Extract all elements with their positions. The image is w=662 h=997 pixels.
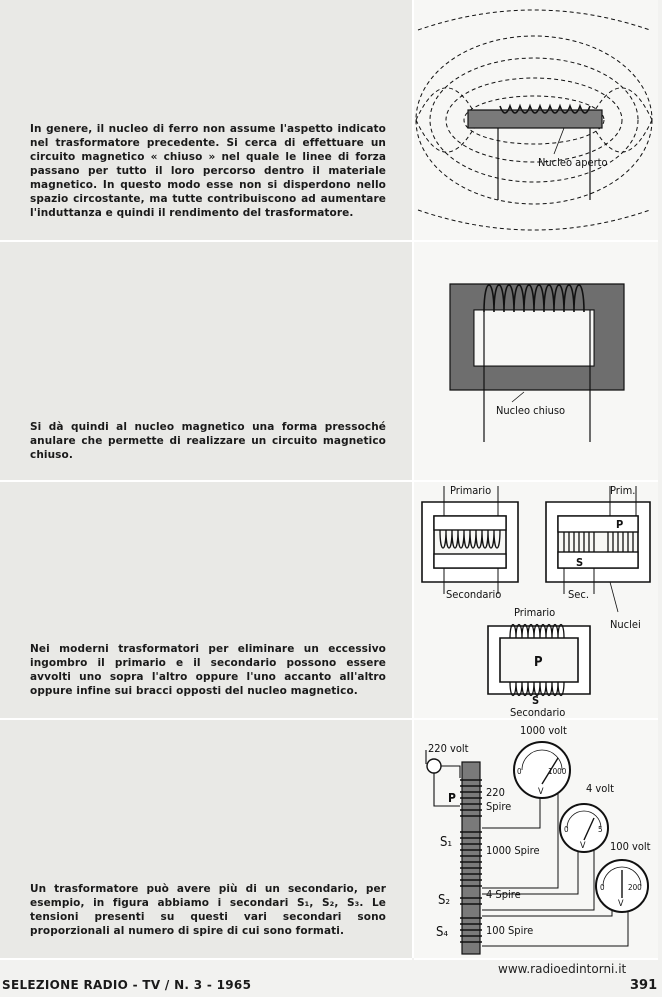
s-label-c: S <box>532 694 540 707</box>
page-number: 391 <box>630 978 658 993</box>
svg-text:200: 200 <box>628 883 642 892</box>
caption-winding-arrangements: Nei moderni trasformatori per eliminare un eccessivo ingombro il primario e il secondario possono essere avvolti uno sopra l'altro oppure l'uno accanto all'altro oppure infine sui bracci opposti del nucleo magnetico. <box>30 643 386 697</box>
open-core-label: Nucleo aperto <box>538 156 608 169</box>
nuclei-label: Nuclei <box>610 618 641 631</box>
voltmeter-100 <box>596 860 648 912</box>
svg-text:5: 5 <box>598 825 603 834</box>
secondario-label-c: Secondario <box>510 706 566 718</box>
core-stacked-windings <box>422 486 518 594</box>
core-side-by-side-windings <box>546 486 650 612</box>
caption-closed-core: Si dà quindi al nucleo magnetico una forma pressoché anulare che permette di realizzare un circuito magnetico chiuso. <box>30 421 386 461</box>
svg-text:0: 0 <box>564 825 569 834</box>
transformer-core-column <box>462 762 480 954</box>
source-url: www.radioedintorni.it <box>498 962 627 976</box>
secondario-label-a: Secondario <box>446 588 502 601</box>
meter-3-label: 100 volt <box>610 840 651 853</box>
s-label-b: S <box>576 556 584 569</box>
svg-text:V: V <box>580 841 586 851</box>
primary-turns: 220 <box>486 786 505 799</box>
primario-label-a: Primario <box>450 484 492 497</box>
input-plug <box>427 759 441 773</box>
figure-open-core <box>414 0 658 240</box>
meter-1-label: 1000 volt <box>520 724 567 737</box>
prim-label-b: Prim. <box>610 484 636 497</box>
primary-label: P <box>448 791 456 805</box>
figure-closed-core <box>414 242 658 480</box>
sec-label-b: Sec. <box>568 588 589 601</box>
meter-2-label: 4 volt <box>586 782 614 795</box>
p-label-c: P <box>534 655 543 670</box>
svg-text:V: V <box>538 787 544 797</box>
closed-core-label: Nucleo chiuso <box>496 404 566 417</box>
secondary-1-label: S₁ <box>440 835 453 850</box>
figure-winding-arrangements <box>414 482 658 718</box>
figure-multiple-secondaries <box>414 720 658 958</box>
input-voltage-label: 220 volt <box>428 742 469 755</box>
svg-text:0: 0 <box>600 883 605 892</box>
secondary-2-label: S₂ <box>438 893 451 908</box>
p-label-b: P <box>616 518 624 531</box>
svg-text:0: 0 <box>517 767 522 776</box>
svg-text:1000: 1000 <box>548 767 567 776</box>
voltmeter-4 <box>560 804 608 852</box>
caption-open-core: In genere, il nucleo di ferro non assume l'aspetto indicato nel trasformatore precedente. Si cerca di effettuare un circuito magnetico « chiuso » nel quale le linee di forza passano per tutto il loro percorso dentro il materiale magnetico. In questo modo esse non si disperdono nello spazio circostante, ma tutte contribuiscono ad aumentare l'induttanza e quindi il rendimento del trasformatore. <box>30 123 386 219</box>
secondary-4-label: S₄ <box>436 925 449 940</box>
magazine-footer: SELEZIONE RADIO - TV / N. 3 - 1965 <box>2 978 252 992</box>
primary-turns-unit: Spire <box>486 800 512 813</box>
secondary-2-turns: 4 Spire <box>486 888 521 901</box>
secondary-4-turns: 100 Spire <box>486 924 534 937</box>
svg-text:V: V <box>618 899 624 909</box>
primario-label-c: Primario <box>514 606 556 619</box>
secondary-1-turns: 1000 Spire <box>486 844 540 857</box>
voltmeter-1000 <box>514 742 570 798</box>
caption-multiple-secondaries: Un trasformatore può avere più di un secondario, per esempio, in figura abbiamo i secondari S₁, S₂, S₃. Le tensioni presenti su questi vari secondari sono proporzionali al numero di spire di cui sono formati. <box>30 883 386 937</box>
